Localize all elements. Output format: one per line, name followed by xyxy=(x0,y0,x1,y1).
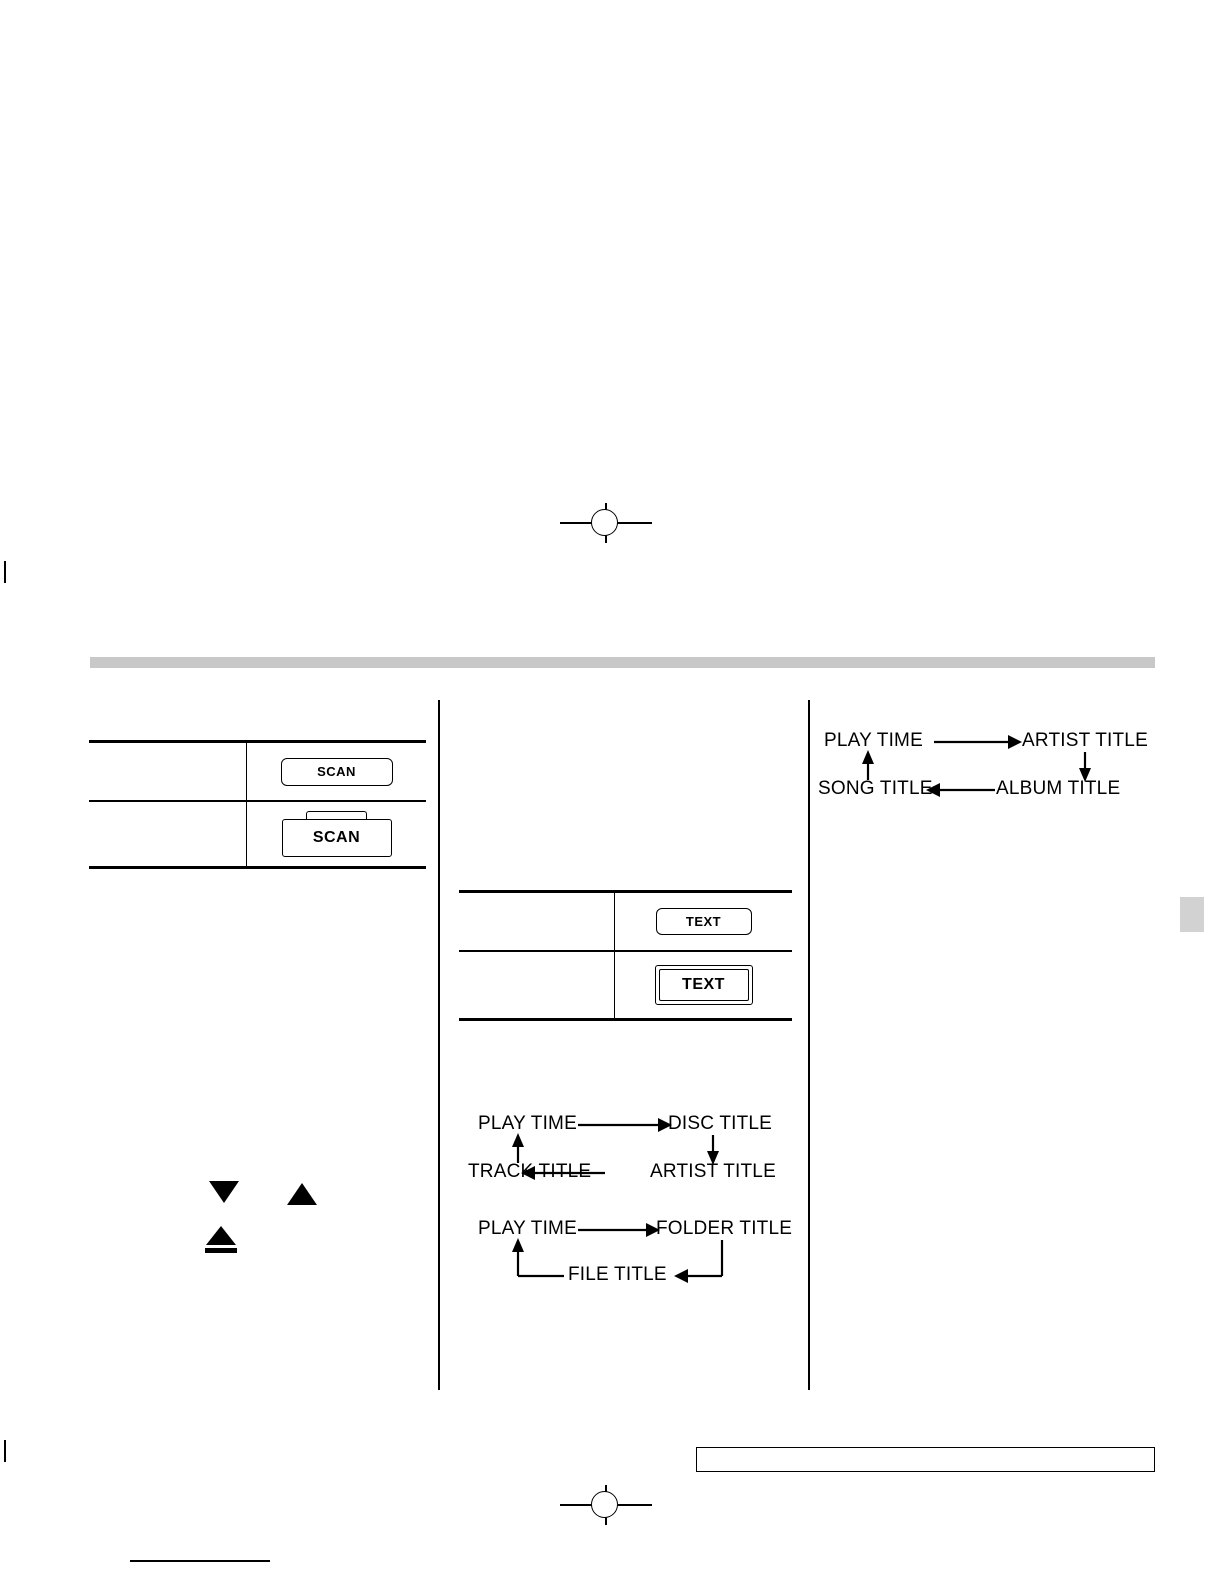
column-divider-left xyxy=(438,700,440,1390)
page-side-tab xyxy=(1180,897,1204,932)
flow-node-play-time: PLAY TIME xyxy=(824,730,923,751)
text-row-label-cell xyxy=(459,893,614,950)
registration-mark-top xyxy=(560,503,652,543)
scan-pill-button[interactable]: SCAN xyxy=(281,758,393,786)
footer-note-box xyxy=(696,1447,1155,1472)
flow-node-song-title: SONG TITLE xyxy=(818,778,933,799)
table-rule-bottom xyxy=(89,866,426,869)
section-rule xyxy=(90,657,1155,668)
table-rule-bottom xyxy=(459,1018,792,1021)
scan-key-label-cell xyxy=(89,802,246,866)
table-row xyxy=(459,893,792,950)
flow-node-file-title: FILE TITLE xyxy=(568,1264,667,1285)
crop-tick-left-top xyxy=(4,561,6,583)
eject-marker xyxy=(203,1226,239,1253)
ipod-text-flow-diagram xyxy=(810,722,1170,817)
flow-node-artist-title: ARTIST TITLE xyxy=(650,1161,776,1182)
flow-node-play-time: PLAY TIME xyxy=(478,1218,577,1239)
text-pill-cell xyxy=(614,893,792,950)
crop-tick-bottom xyxy=(130,1560,270,1562)
cd-text-flow-diagram xyxy=(460,1105,800,1200)
text-pill-button[interactable]: TEXT xyxy=(656,908,752,935)
flow-node-artist-title: ARTIST TITLE xyxy=(1022,730,1148,751)
mp3-text-flow-diagram xyxy=(460,1210,800,1305)
triangle-down-marker xyxy=(209,1181,239,1203)
triangle-up-marker xyxy=(287,1183,317,1205)
flow-node-folder-title: FOLDER TITLE xyxy=(656,1218,793,1239)
table-row xyxy=(89,743,426,800)
text-key-cell xyxy=(614,952,792,1018)
text-physical-key[interactable] xyxy=(655,965,753,1005)
flow-node-album-title: ALBUM TITLE xyxy=(996,778,1121,799)
text-key-label: TEXT xyxy=(682,975,725,993)
scan-row-label-cell xyxy=(89,743,246,800)
reg-circle-inner xyxy=(597,1497,612,1512)
eject-triangle xyxy=(206,1226,236,1245)
scan-physical-key[interactable] xyxy=(282,811,392,857)
table-row xyxy=(459,952,792,1018)
scan-pill-cell xyxy=(246,743,426,800)
reg-circle-inner xyxy=(597,515,612,530)
flow-node-track-title: TRACK TITLE xyxy=(468,1161,592,1182)
text-button-table xyxy=(459,890,792,1019)
table-row xyxy=(89,802,426,866)
scan-button-table xyxy=(89,740,426,867)
registration-mark-bottom xyxy=(560,1485,652,1525)
crop-tick-left-bottom xyxy=(4,1440,6,1462)
scan-key-cell xyxy=(246,802,426,866)
flow-node-disc-title: DISC TITLE xyxy=(668,1113,773,1134)
flow-node-play-time: PLAY TIME xyxy=(478,1113,577,1134)
text-key-label-cell xyxy=(459,952,614,1018)
scan-key-label: SCAN xyxy=(312,828,361,846)
eject-bar xyxy=(205,1248,237,1253)
